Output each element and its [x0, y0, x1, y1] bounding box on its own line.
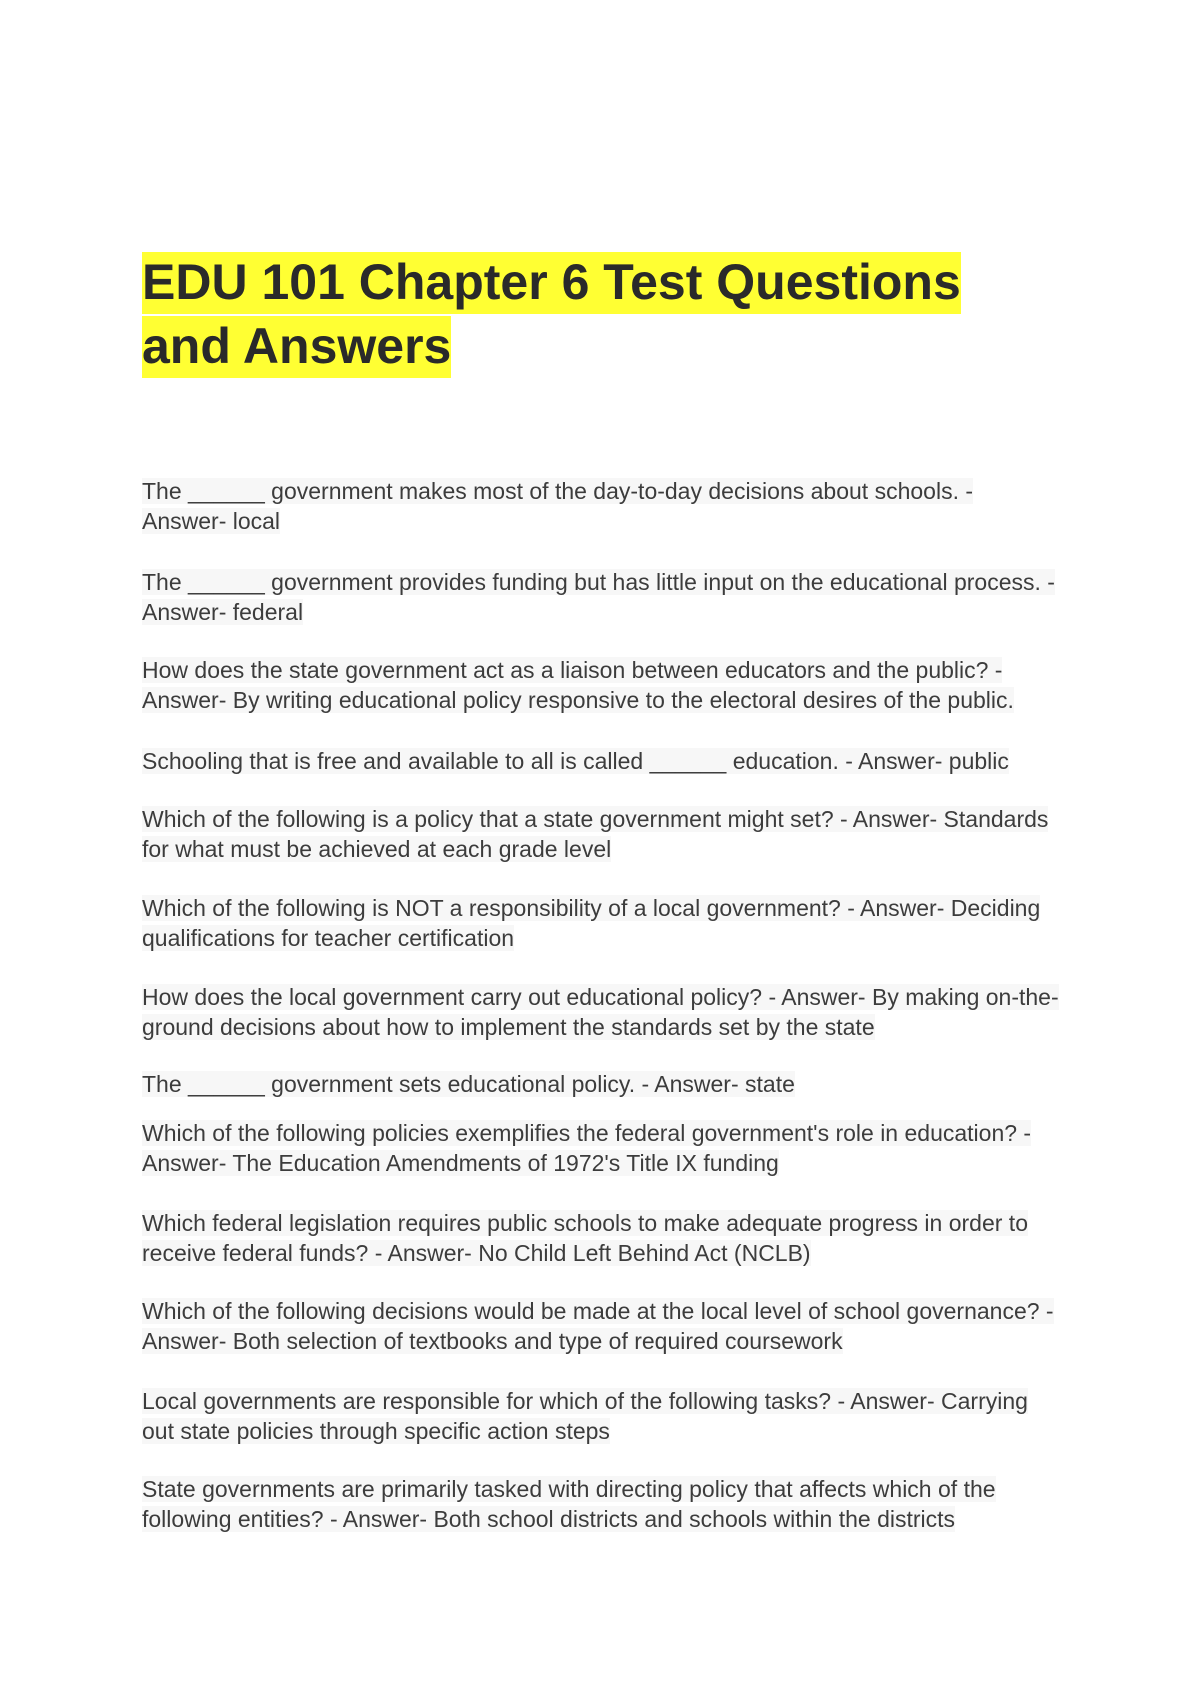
qa-text: How does the state government act as a liaison between educators and the public? - Answer- By writing educational policy responsive to the electoral desires of the public. [142, 657, 1014, 713]
qa-text: Local governments are responsible for which of the following tasks? - Answer- Carrying out state policies through specific action steps [142, 1388, 1028, 1444]
qa-text: Which of the following decisions would be made at the local level of school governance? - Answer- Both selection of textbooks and type of required coursework [142, 1298, 1054, 1354]
title-highlight: EDU 101 Chapter 6 Test Questions and Answers [142, 252, 961, 378]
qa-item-1 [142, 476, 1062, 536]
qa-item-11 [142, 1296, 1062, 1356]
document-title [142, 250, 1022, 378]
qa-text: Which of the following is a policy that a state government might set? - Answer- Standards for what must be achieved at each grade level [142, 806, 1049, 862]
qa-text: The ______ government makes most of the day-to-day decisions about schools. - Answer- local [142, 478, 974, 534]
qa-text: How does the local government carry out educational policy? - Answer- By making on-the-ground decisions about how to implement the standards set by the state [142, 984, 1059, 1040]
qa-text: Which federal legislation requires public schools to make adequate progress in order to receive federal funds? - Answer- No Child Left Behind Act (NCLB) [142, 1210, 1028, 1266]
qa-item-7 [142, 982, 1062, 1042]
qa-item-8 [142, 1069, 1062, 1099]
qa-item-4 [142, 746, 1062, 776]
qa-item-5 [142, 804, 1062, 864]
qa-item-10 [142, 1208, 1062, 1268]
qa-text: Schooling that is free and available to all is called ______ education. - Answer- public [142, 748, 1009, 774]
qa-text: The ______ government sets educational policy. - Answer- state [142, 1071, 795, 1097]
qa-item-3 [142, 655, 1062, 715]
qa-item-6 [142, 893, 1062, 953]
qa-text: Which of the following policies exemplifies the federal government's role in education? - Answer- The Education Amendments of 1972's Title IX funding [142, 1120, 1032, 1176]
qa-text: State governments are primarily tasked with directing policy that affects which of the following entities? - Answer- Both school districts and schools within the districts [142, 1476, 996, 1532]
qa-text: Which of the following is NOT a responsibility of a local government? - Answer- Deciding qualifications for teacher certification [142, 895, 1041, 951]
qa-item-2 [142, 567, 1062, 627]
title-block [142, 250, 1022, 378]
qa-item-9 [142, 1118, 1062, 1178]
qa-text: The ______ government provides funding but has little input on the educational process. - Answer- federal [142, 569, 1055, 625]
qa-item-12 [142, 1386, 1062, 1446]
qa-item-13 [142, 1474, 1062, 1534]
